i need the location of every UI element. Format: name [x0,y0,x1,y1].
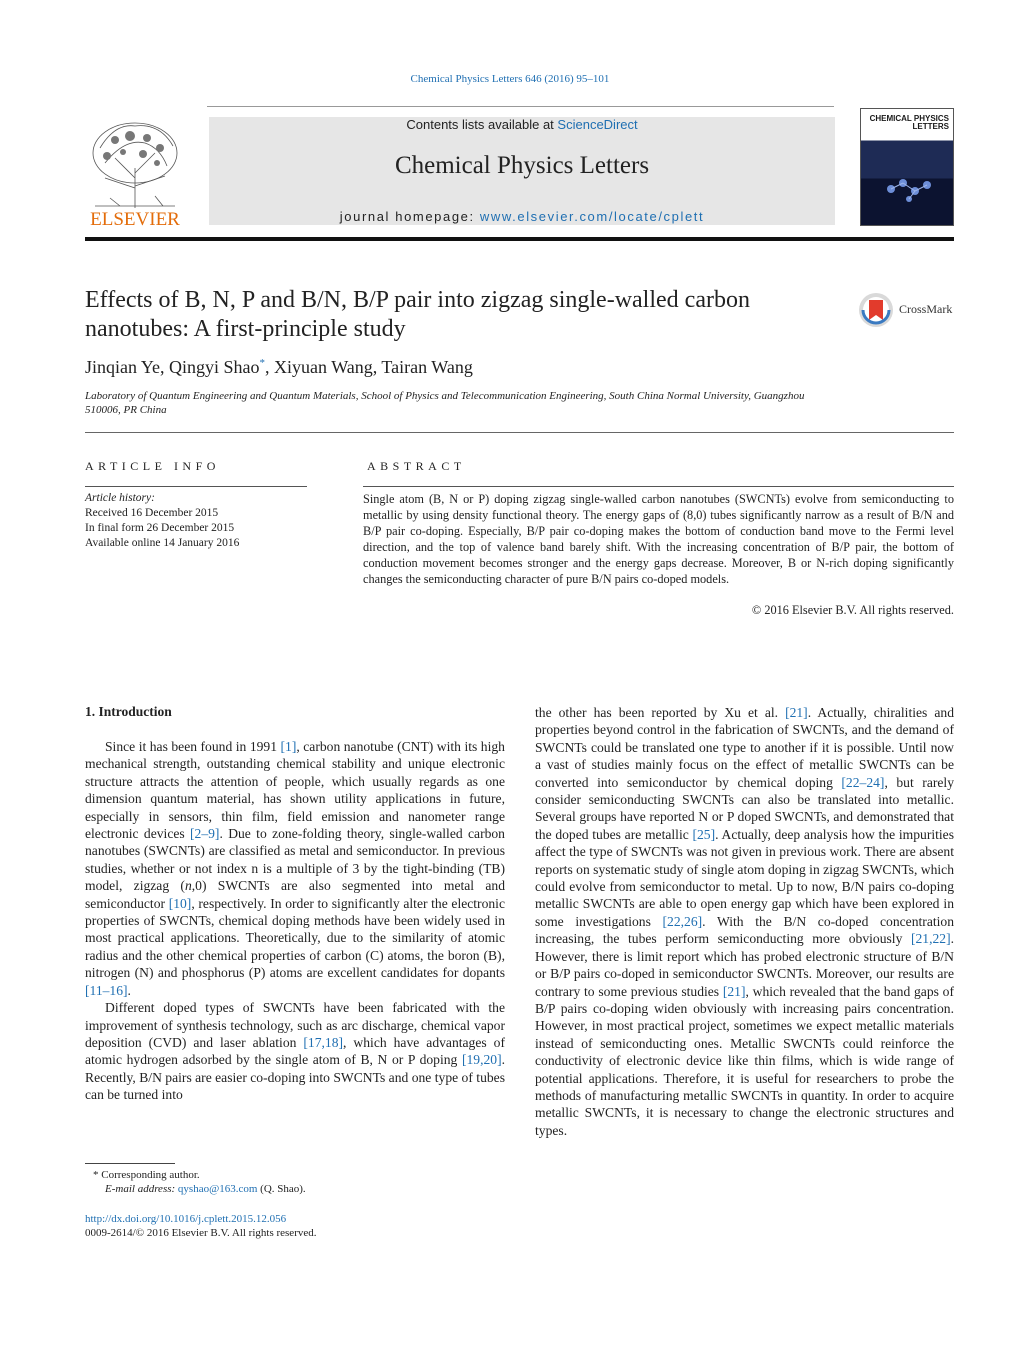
abstract-heading: ABSTRACT [367,459,466,473]
paragraph [535,704,954,1139]
article-history [85,491,239,551]
abstract-text: Single atom (B, N or P) doping zigzag single-walled carbon nanotubes (SWCNTs) evolve from semiconducting to metallic by using density functional theory. The energy gaps of (8,0) tubes significantly narrow as a result of B/N and B/P pair co-doping. Especially, B/P pair co-doping makes the bottom of conduction band move to the Fermi level direction, and the top of valence band barely shift. With the increasing concentration of B/P pair, the bottom of conduction movement becomes stronger and the energy gaps decrease. Moreover, B or N-rich doping significantly changes the semiconducting character of pure B/N pairs co-doped models. [363,492,954,586]
contents-prefix: Contents lists available at [406,117,554,132]
crossmark-badge[interactable] [858,291,958,329]
citation-link[interactable]: [22,26] [662,913,703,929]
text-run: , respectively. In order to significantly alter the electronic properties of SWCNTs, chemical doping methods have been widely used in most practical applications. Theoretically, due to the similarity of atomic radius and the other chemical properties of carbon (C) atoms, the boron (B), nitrogen (N) and phosphorus (P) atoms are excellent candidates for dopants [85,895,505,981]
citation-link[interactable]: [25] [692,826,716,842]
text-run: n [184,878,192,894]
footer [85,1212,317,1240]
online-date: Available online 14 January 2016 [85,537,240,549]
history-label: Article history: [85,492,155,504]
text-run: , which revealed that the band gaps of B/P pairs co-doping widen obviously with increasing pairs concentration. However, in most practical project, sometimes we expect metallic materials instead of semiconducting ones. Metallic SWCNTs could reinforce the conductivity of electronic device like thin films, which is wide range of potential applications. Therefore, it is useful for researchers to probe the methods of manufacturing metallic SWCNTs in quantity. In order to acquire metallic SWCNTs, it is necessary to change the electronic structures and types. [535,983,954,1138]
journal-homepage [209,209,835,224]
text-run: . With the B/N co-doped concentration increasing, the tubes perform semiconducting more obviously [535,913,954,947]
issn-line: 0009-2614/© 2016 Elsevier B.V. All rights reserved. [85,1227,317,1239]
text-run: Since it has been found in 1991 [105,739,281,754]
body-column-right [535,704,954,1139]
homepage-prefix: journal homepage: [339,209,475,224]
author-name[interactable]: Tairan Wang [381,357,473,377]
received-date: Received 16 December 2015 [85,507,219,519]
molecule-icon [881,169,941,209]
crossmark-label: CrossMark [899,302,953,316]
email-label: E-mail address: [105,1183,176,1195]
text-run: . Due to zone-folding theory, single-walled carbon nanotubes (SWCNTs) are classified as metal and semiconductor. In previous studies, whether or not index n is a multiple of 3 by the tight-binding (TB) model, zigzag ( [85,826,505,894]
journal-banner [209,117,835,225]
citation-link[interactable]: [2–9] [190,826,220,842]
citation-link[interactable]: [11–16] [85,982,128,998]
journal-name: Chemical Physics Letters [394,152,650,179]
crossmark-icon [858,291,898,329]
corresponding-author-note: Corresponding author. [101,1169,200,1181]
divider [363,486,954,487]
citation-link[interactable]: [21] [722,983,746,999]
homepage-link[interactable]: www.elsevier.com/locate/cplett [479,209,705,224]
revised-date: In final form 26 December 2015 [85,522,235,534]
citation-link[interactable]: [10] [168,895,192,911]
article-info-heading: ARTICLE INFO [85,459,220,473]
header-thick-rule [85,237,954,241]
author-name[interactable]: Jinqian Ye [85,357,161,377]
divider [85,432,954,433]
doi-link[interactable]: http://dx.doi.org/10.1016/j.cplett.2015.12.056 [85,1213,287,1225]
copyright-notice: © 2016 Elsevier B.V. All rights reserved. [751,603,954,617]
header-rule [207,106,834,107]
section-heading: 1. Introduction [85,704,172,719]
text-run: , which have advantages of atomic hydrogen adsorbed by the single atom of B, N or P doping [85,1034,505,1068]
article-title: Effects of B, N, P and B/N, B/P pair into zigzag single-walled carbon nanotubes: A first-principle study [85,287,750,342]
email-link[interactable]: qyshao@163.com [177,1183,258,1195]
paragraph [85,999,505,1103]
tree-icon [85,118,185,228]
citation-link[interactable]: [17,18] [303,1034,344,1050]
citation-link[interactable]: [19,20] [461,1052,502,1068]
text-run: ,0) SWCNTs are also segmented into metal and semiconductor [85,878,505,911]
cover-title: CHEMICAL PHYSICS LETTERS [869,114,949,131]
body-column-left [85,738,505,1104]
author-list: Jinqian Ye, Qingyi Shao*, Xiyuan Wang, Tairan Wang [85,357,473,377]
text-run: the other has been reported by Xu et al. [535,705,786,720]
email-suffix: (Q. Shao). [260,1183,306,1195]
footnote-rule [85,1163,175,1164]
corresponding-mark[interactable]: * [259,357,266,369]
text-run: . However, there is limit report which has probed electronic structure of B/N or B/P pairs co-doped in semiconductor SWCNTs. Moreover, our results are contrary to some previous studies [535,931,954,999]
citation-link[interactable]: [21] [785,705,808,720]
sciencedirect-link[interactable]: ScienceDirect [557,117,638,132]
paragraph [85,738,505,999]
text-run: , but rarely consider semiconducting SWCNTs can also be translated into metallic. Several groups have reported N or P doped SWCNTs, and demonstrated that the doped tubes are metallic [535,774,954,842]
author-name[interactable]: Qingyi Shao [169,357,260,377]
text-run: . Recently, B/N pairs are easier co-doping into SWCNTs and one type of tubes can be turned into [85,1052,505,1103]
publisher-wordmark: ELSEVIER [90,209,180,228]
footnote [85,1168,306,1196]
text-run: . Actually, deep analysis how the impurities affect the type of SWCNTs was not given in previous work. There are absent reports on systematic study of single atom doping in zigzag SWCNTs, which could evolve from semiconductor to metal. Up to now, B/N pairs co-doping metallic SWCNTs are able to open energy gap which have been explored in some investigations [535,826,955,929]
text-run: . Actually, chiralities and properties beyond control in the fabrication of SWCNTs, and the demand of SWCNTs could be translated one type to another if it is possible. Until now a vast of studies mainly focus on the effect of metallic SWCNTs can be converted into semiconductor by chemical doping [535,705,954,790]
affiliation: Laboratory of Quantum Engineering and Quantum Materials, School of Physics and Telecommunication Engineering, South China Normal University, Guangzhou 510006, PR China [85,390,805,416]
journal-cover [860,108,954,226]
citation-link[interactable]: [22–24] [841,774,885,790]
divider [85,486,307,487]
text-run: . [127,982,131,998]
journal-citation[interactable]: Chemical Physics Letters 646 (2016) 95–101 [410,73,610,85]
author-name[interactable]: Xiyuan Wang [274,357,373,377]
text-run: Different doped types of SWCNTs have been fabricated with the improvement of synthesis technology, such as arc discharge, chemical vapor deposition (CVD) and laser ablation [85,1000,505,1050]
elsevier-logo [85,118,185,228]
footnote-mark: * [93,1169,99,1181]
contents-line [209,117,835,132]
text-run: , carbon nanotube (CNT) with its high mechanical strength, outstanding chemical stability and unique electronic structure attracts the attention of people, which usually regards as one dimension quantum material, has shown utility applications in future, especially in sensors, thin film, field emission and nanometer range electronic devices [85,739,505,842]
citation-link[interactable]: [21,22] [910,931,951,947]
citation-link[interactable]: [1] [280,739,297,754]
